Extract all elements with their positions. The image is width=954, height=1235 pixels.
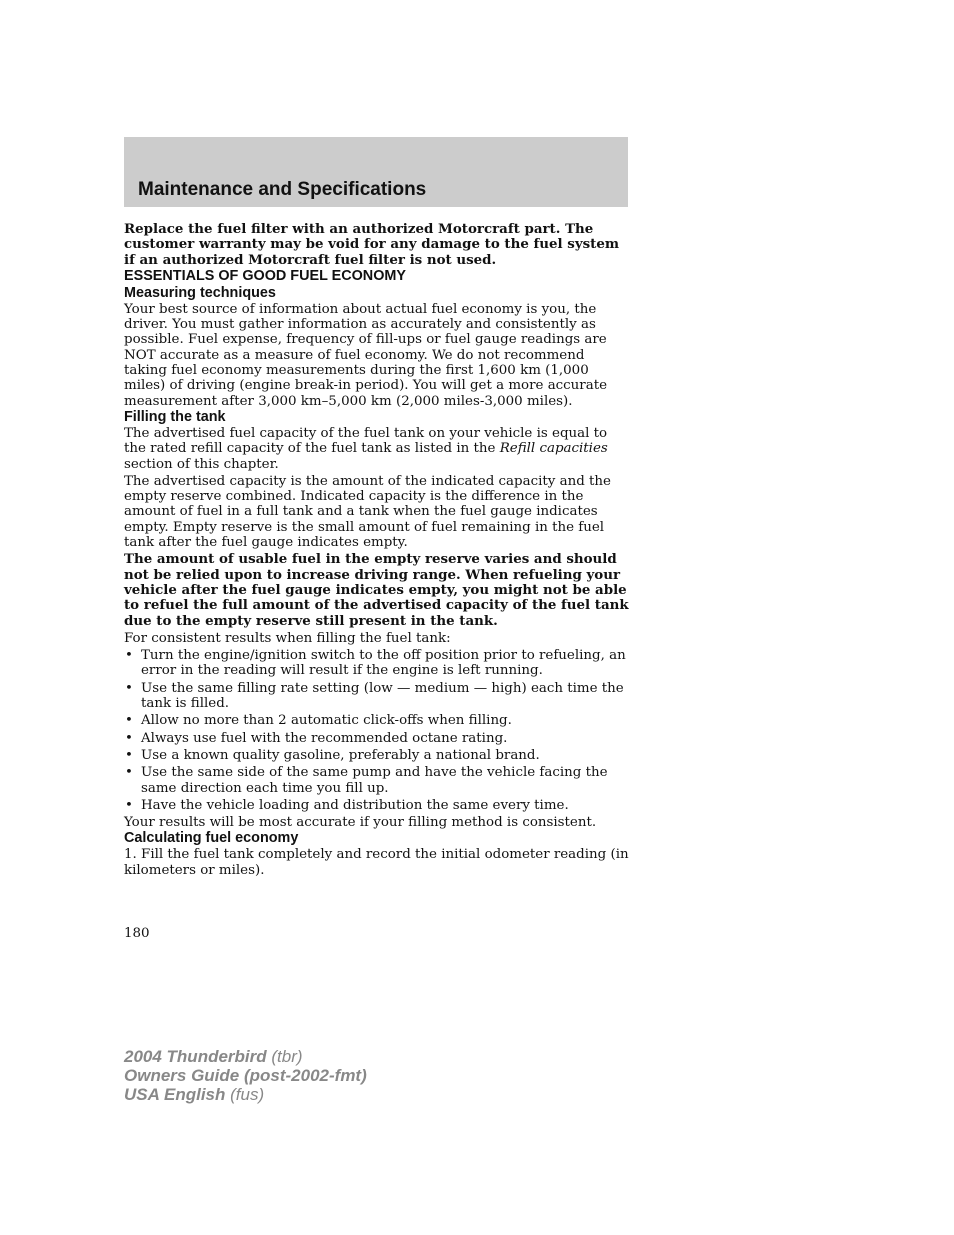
footer-guide: Owners Guide (post-2002-fmt) — [124, 1066, 367, 1085]
bullet-icon: • — [125, 648, 133, 664]
list-item-text: Have the vehicle loading and distribution the same every time. — [141, 797, 569, 813]
list-item — [124, 731, 630, 746]
filling-tank-heading: Filling the tank — [124, 408, 226, 425]
footer-language-code: (fus) — [225, 1085, 265, 1104]
filling-paragraph-1-start: The advertised fuel capacity of the fuel tank on your vehicle is equal to the rated refill capacity of the fuel tank as listed in the — [124, 425, 608, 457]
filling-intro: For consistent results when filling the fuel tank: — [124, 630, 451, 646]
list-item-text: Allow no more than 2 automatic click-offs when filling. — [141, 713, 512, 729]
bullet-icon: • — [125, 747, 133, 763]
bullet-icon: • — [125, 713, 133, 729]
bullet-icon: • — [125, 765, 133, 781]
bullet-icon: • — [125, 797, 133, 813]
filling-paragraph-1 — [124, 426, 630, 472]
list-item-text: Use a known quality gasoline, preferably a national brand. — [141, 747, 540, 763]
filling-paragraph-2: The advertised capacity is the amount of the indicated capacity and the empty reserve combined. Indicated capacity is the difference in the amount of fuel in a full tank and a tank when the fuel gauge indicates empty. Empty reserve is the small amount of fuel remaining in the fuel tank after the fuel gauge indicates empty. — [124, 473, 611, 551]
empty-reserve-warning: The amount of usable fuel in the empty reserve varies and should not be relied upon to increase driving range. When refueling your vehicle after the fuel gauge indicates empty, you might not be able to refuel the full amount of the advertised capacity of the fuel tank due to the empty reserve still present in the tank. — [124, 551, 629, 629]
list-item-text: Always use fuel with the recommended octane rating. — [141, 730, 508, 746]
list-item-text: Use the same side of the same pump and have the vehicle facing the same direction each time you fill up. — [141, 765, 608, 796]
section-heading: ESSENTIALS OF GOOD FUEL ECONOMY — [124, 267, 406, 284]
list-item — [124, 765, 630, 796]
calculating-fuel-economy-heading: Calculating fuel economy — [124, 830, 299, 847]
list-item — [124, 681, 630, 712]
list-item — [124, 648, 630, 679]
footer-language: USA English — [124, 1085, 226, 1104]
footer-vehicle-code: (tbr) — [266, 1047, 303, 1066]
footer-line-1 — [124, 1047, 367, 1066]
footer-line-3 — [124, 1085, 367, 1104]
refill-capacities-reference: Refill capacities — [499, 441, 608, 457]
fuel-filter-warning: Replace the fuel filter with an authorized Motorcraft part. The customer warranty may be void for any damage to the fuel system if an authorized Motorcraft fuel filter is not used. — [124, 221, 620, 268]
page-number: 180 — [124, 926, 150, 941]
filling-paragraph-1-end: section of this chapter. — [124, 456, 279, 472]
filling-conclusion: Your results will be most accurate if your filling method is consistent. — [124, 815, 597, 831]
section-header-band — [124, 137, 628, 207]
section-title: Maintenance and Specifications — [138, 179, 427, 200]
list-item-text: Use the same filling rate setting (low — medium — high) each time the tank is filled. — [141, 680, 624, 712]
footer-line-2 — [124, 1066, 367, 1085]
bullet-icon: • — [125, 680, 133, 696]
measuring-techniques-body: Your best source of information about actual fuel economy is you, the driver. You must gather information as accurately and consistently as possible. Fuel expense, frequency of fill-ups or fuel gauge readings are NOT accurate as a measure of fuel economy. We do not recommend taking fuel economy measurements during the first 1,600 km (1,000 miles) of driving (engine break-in period). You will get a more accurate measurement after 3,000 km–5,000 km (2,000 miles-3,000 miles). — [124, 301, 607, 409]
list-item — [124, 713, 630, 728]
calculating-step-1: 1. Fill the fuel tank completely and record the initial odometer reading (in kilometers or miles). — [124, 847, 629, 878]
bullet-icon: • — [125, 730, 133, 746]
document-footer — [124, 1047, 367, 1104]
measuring-techniques-heading: Measuring techniques — [124, 284, 276, 301]
filling-tips-list — [124, 648, 630, 813]
page-content — [124, 222, 630, 878]
list-item — [124, 798, 630, 813]
list-item-text: Turn the engine/ignition switch to the off position prior to refueling, an error in the reading will result if the engine is left running. — [141, 648, 626, 679]
list-item — [124, 748, 630, 763]
footer-vehicle: 2004 Thunderbird — [124, 1047, 267, 1066]
